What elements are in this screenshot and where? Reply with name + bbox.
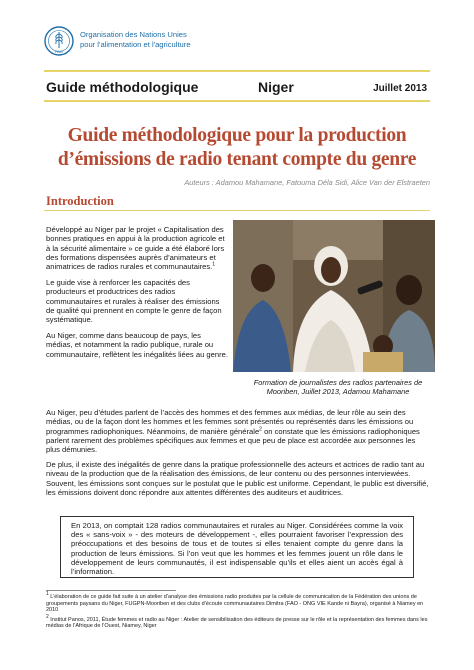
intro-paragraph-3: Au Niger, comme dans beaucoup de pays, les médias, et notamment la radio publique, rurale ou communautaire, reflètent les inégalités liées au genre. bbox=[46, 330, 228, 359]
document-title bbox=[44, 124, 430, 172]
body-paragraph-5: De plus, il existe des inégalités de genre dans la pratique professionnelle des acteurs et actrices de radio tant au niveau de la production que de la réalisation des émissions, de leur contenu ou des personnes interviewées. Souvent, les émissions sont conçues sur le postulat que le public est uniforme. Cependant, le public est diversifié, les émissions doivent donc répondre aux attentes différentes des auditeurs et auditrices. bbox=[46, 460, 429, 497]
section-rule bbox=[44, 210, 430, 211]
authors-line: Auteurs : Adamou Mahamane, Fatouma Déla Sidi, Alice Van der Elstraeten bbox=[184, 178, 430, 187]
footnotes bbox=[46, 591, 430, 633]
intro-paragraph-2: Le guide vise à renforcer les capacités des producteurs et productrices des radios communautaires et rurales à réaliser des émissions de qualité qui prennent en compte le genre de façon systématique. bbox=[46, 277, 222, 325]
title-line-2: d’émissions de radio tenant compte du genre bbox=[57, 149, 417, 170]
header-date: Juillet 2013 bbox=[373, 83, 427, 94]
intro-column bbox=[46, 225, 228, 365]
footnote-2: $^2$ Institut Panos, 2011, Étude femmes et radio au Niger : Atelier de sensibilisation des éditeurs de presse sur le rôle et la représentation des femmes dans les médias de l’Afrique de l’Ouest, Niamey, Niger bbox=[46, 613, 428, 630]
footnote-ref-2[interactable]: 2 bbox=[259, 426, 262, 433]
org-line-2: pour l'alimentation et l'agriculture bbox=[80, 40, 191, 49]
photo-caption: Formation de journalistes des radios partenaires de Mooriben, Juillet 2013, Adamou Mahamane bbox=[253, 378, 423, 397]
header-rule-top bbox=[44, 70, 430, 72]
footnote-rule bbox=[46, 590, 176, 591]
organisation-name bbox=[80, 30, 191, 50]
footnote-ref-1[interactable]: 1 bbox=[212, 261, 216, 268]
svg-text:FAO: FAO bbox=[54, 49, 64, 54]
section-heading-introduction: Introduction bbox=[46, 194, 114, 208]
header-country: Niger bbox=[258, 79, 294, 95]
title-line-1: Guide méthodologique pour la production bbox=[67, 125, 407, 146]
callout-box: En 2013, on comptait 128 radios communautaires et rurales au Niger. Considérées comme la voix des « sans-voix » - des moteurs de développement -, elles pourraient favoriser l’expression des préoccupations et des besoins de tous et de toutes si elles tenaient compte du genre dans la production de leurs émissions. Si l’on veut que les hommes et les femmes jouent un rôle dans le développement de leurs communautés, il est indispensable qu’ils et elles aient un accès égal à l’information. bbox=[60, 516, 414, 578]
header-rule-bottom bbox=[44, 100, 430, 102]
training-photo bbox=[233, 220, 435, 372]
org-line-1: Organisation des Nations Unies bbox=[80, 30, 187, 39]
header-guide-label: Guide méthodologique bbox=[46, 79, 199, 95]
intro-paragraph-1: Développé au Niger par le projet « Capitalisation des bonnes pratiques en appui à la production agricole et à la sécurité alimentaire » ce guide a été élaboré lors des formations dispensées auprès d’animateurs et animatrices de radios rurales et communautaires.$^1$ bbox=[46, 225, 225, 272]
footnote-1: $^1$ L’élaboration de ce guide fait suite à un atelier d’analyse des émissions radio produites par la cellule de communication de la Fédération des unions de groupements paysans du Niger, FUGPN-Mooriben et des clubs d’écoute communautaires Dimitra (FAO - ONG VIE Kande ni Bayra), organisé à Niamey en 2010 bbox=[46, 591, 424, 614]
body-paragraph-4: Au Niger, peu d’études parlent de l’accès des hommes et des femmes aux médias, de leur rôle au sein des médias, ou de la façon dont les hommes et les femmes sont présentés ou représentés dans les émissions ou programmes radiophoniques. Néanmoins, de manière générale$^2$ on constate que les émissions radiophoniques parlent rarement des problèmes spécifiques aux femmes et que peu de place est accordée aux personnes les plus démunies. bbox=[46, 408, 420, 455]
fao-logo-icon bbox=[44, 26, 74, 56]
